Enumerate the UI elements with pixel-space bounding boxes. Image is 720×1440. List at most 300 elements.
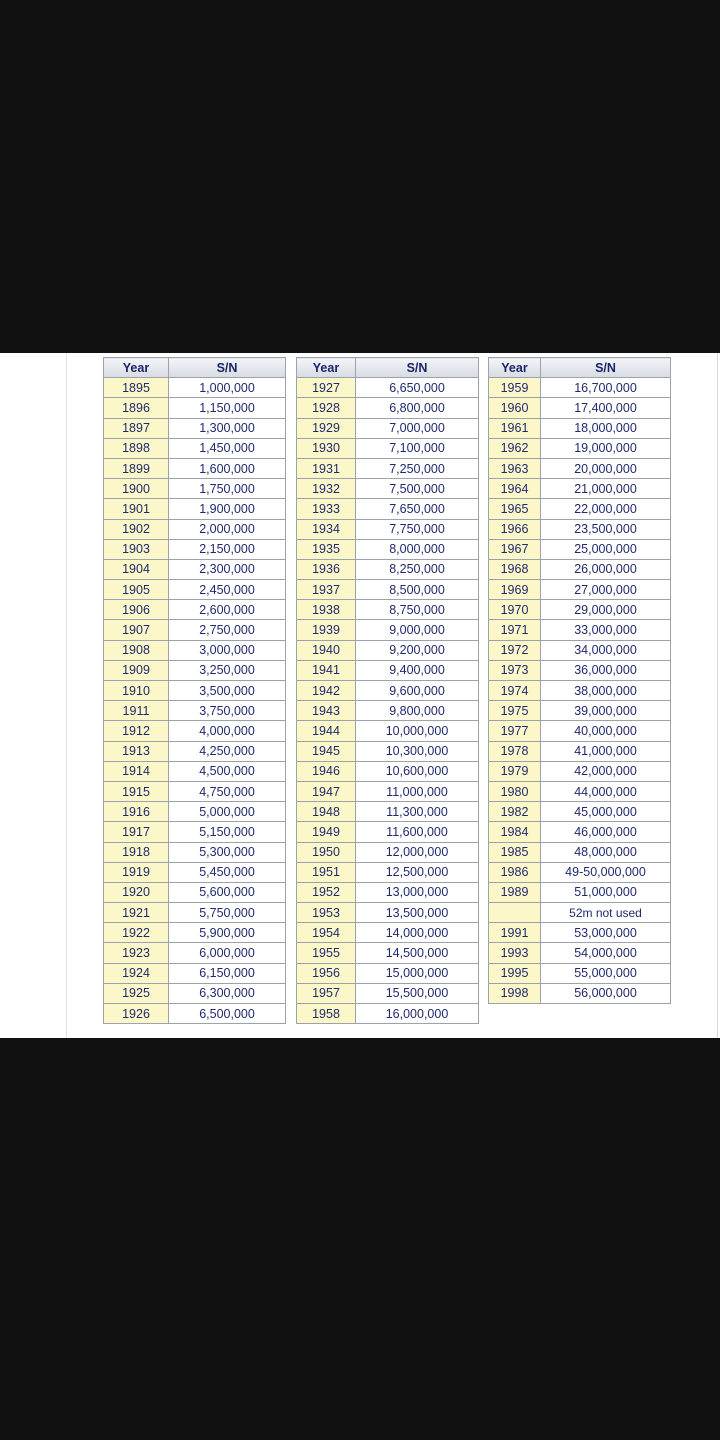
- table-row: [297, 781, 479, 801]
- year-cell: 1936: [297, 559, 356, 579]
- year-cell: 1964: [489, 479, 541, 499]
- table-row: [297, 761, 479, 781]
- table-row: [104, 681, 286, 701]
- table-row: [489, 923, 671, 943]
- year-cell: 1899: [104, 458, 169, 478]
- serial-number-cell: 4,000,000: [169, 721, 286, 741]
- serial-number-cell: 3,000,000: [169, 640, 286, 660]
- year-cell: 1947: [297, 781, 356, 801]
- serial-number-cell: 6,650,000: [356, 378, 479, 398]
- serial-number-cell: 22,000,000: [541, 499, 671, 519]
- serial-number-cell: 27,000,000: [541, 580, 671, 600]
- table-row: [489, 721, 671, 741]
- table-row: [489, 701, 671, 721]
- year-cell: 1963: [489, 458, 541, 478]
- table-row: [104, 1004, 286, 1024]
- year-cell: 1967: [489, 539, 541, 559]
- table-row: [489, 580, 671, 600]
- year-cell: 1929: [297, 418, 356, 438]
- serial-number-cell: 11,000,000: [356, 781, 479, 801]
- table-row: [297, 701, 479, 721]
- table-row: [489, 559, 671, 579]
- table-row: [104, 458, 286, 478]
- table-row: [104, 761, 286, 781]
- year-cell: 1940: [297, 640, 356, 660]
- table-row: [489, 499, 671, 519]
- serial-number-cell: 1,000,000: [169, 378, 286, 398]
- table-row: [489, 822, 671, 842]
- year-cell: 1921: [104, 903, 169, 923]
- table-row: [489, 539, 671, 559]
- header-row: [297, 358, 479, 378]
- table-row: [297, 983, 479, 1003]
- table-row: [489, 660, 671, 680]
- table-row: [297, 681, 479, 701]
- year-cell: 1971: [489, 620, 541, 640]
- table-row: [297, 580, 479, 600]
- table-row: [297, 519, 479, 539]
- serial-number-cell: 2,150,000: [169, 539, 286, 559]
- year-cell: 1955: [297, 943, 356, 963]
- year-cell: 1900: [104, 479, 169, 499]
- year-cell: 1959: [489, 378, 541, 398]
- year-header: Year: [104, 358, 169, 378]
- table-row: [297, 620, 479, 640]
- serial-number-cell: 25,000,000: [541, 539, 671, 559]
- year-cell: 1925: [104, 983, 169, 1003]
- serial-number-cell: 15,500,000: [356, 983, 479, 1003]
- table-row: [104, 983, 286, 1003]
- year-cell: 1965: [489, 499, 541, 519]
- table-row: [104, 862, 286, 882]
- serial-number-cell: 19,000,000: [541, 438, 671, 458]
- table-row: [104, 580, 286, 600]
- serial-number-cell: 26,000,000: [541, 559, 671, 579]
- serial-number-cell: 5,000,000: [169, 802, 286, 822]
- table-row: [489, 620, 671, 640]
- year-cell: 1912: [104, 721, 169, 741]
- year-cell: 1962: [489, 438, 541, 458]
- year-cell: 1982: [489, 802, 541, 822]
- year-cell: 1911: [104, 701, 169, 721]
- serial-number-cell: 46,000,000: [541, 822, 671, 842]
- year-cell: 1895: [104, 378, 169, 398]
- sn-header: S/N: [541, 358, 671, 378]
- serial-number-cell: 12,500,000: [356, 862, 479, 882]
- sn-header: S/N: [169, 358, 286, 378]
- table-row: [297, 398, 479, 418]
- year-cell: 1977: [489, 721, 541, 741]
- year-cell: 1904: [104, 559, 169, 579]
- serial-number-cell: 41,000,000: [541, 741, 671, 761]
- bottom-letterbox: [0, 1038, 720, 1440]
- year-cell: 1957: [297, 983, 356, 1003]
- serial-number-cell: 9,000,000: [356, 620, 479, 640]
- table-row: [489, 983, 671, 1003]
- serial-table-3: [488, 357, 671, 1004]
- year-cell: 1984: [489, 822, 541, 842]
- serial-number-cell: 3,250,000: [169, 660, 286, 680]
- serial-number-cell: 7,750,000: [356, 519, 479, 539]
- table-row: [297, 963, 479, 983]
- serial-number-cell: 38,000,000: [541, 681, 671, 701]
- table-row: [297, 721, 479, 741]
- year-cell: 1985: [489, 842, 541, 862]
- serial-number-cell: 9,800,000: [356, 701, 479, 721]
- table-row: [489, 479, 671, 499]
- serial-number-cell: 34,000,000: [541, 640, 671, 660]
- serial-number-cell: 5,900,000: [169, 923, 286, 943]
- year-cell: 1920: [104, 882, 169, 902]
- year-cell: 1966: [489, 519, 541, 539]
- serial-number-cell: 13,000,000: [356, 882, 479, 902]
- year-cell: 1952: [297, 882, 356, 902]
- table-row: [489, 781, 671, 801]
- serial-number-cell: 9,200,000: [356, 640, 479, 660]
- serial-number-cell: 2,300,000: [169, 559, 286, 579]
- year-cell: 1998: [489, 983, 541, 1003]
- year-cell: 1980: [489, 781, 541, 801]
- year-cell: 1933: [297, 499, 356, 519]
- serial-number-cell: 6,500,000: [169, 1004, 286, 1024]
- document-page: [0, 353, 720, 1038]
- serial-table-2: [296, 357, 479, 1024]
- serial-number-cell: 17,400,000: [541, 398, 671, 418]
- serial-number-cell: 6,300,000: [169, 983, 286, 1003]
- table-row: [297, 640, 479, 660]
- year-cell: 1906: [104, 600, 169, 620]
- year-cell: 1944: [297, 721, 356, 741]
- serial-number-cell: 5,750,000: [169, 903, 286, 923]
- table-row: [489, 681, 671, 701]
- table-row: [297, 943, 479, 963]
- year-cell: 1902: [104, 519, 169, 539]
- serial-number-cell: 10,300,000: [356, 741, 479, 761]
- year-cell: 1995: [489, 963, 541, 983]
- serial-number-cell: 4,250,000: [169, 741, 286, 761]
- serial-number-cell: 8,750,000: [356, 600, 479, 620]
- table-row: [489, 741, 671, 761]
- serial-number-cell: 6,000,000: [169, 943, 286, 963]
- serial-number-cell: 7,100,000: [356, 438, 479, 458]
- table-row: [104, 418, 286, 438]
- year-cell: 1919: [104, 862, 169, 882]
- table-row: [297, 822, 479, 842]
- serial-number-cell: 8,000,000: [356, 539, 479, 559]
- serial-number-cell: 11,600,000: [356, 822, 479, 842]
- serial-number-cell: 45,000,000: [541, 802, 671, 822]
- serial-number-cell: 49-50,000,000: [541, 862, 671, 882]
- table-row: [104, 882, 286, 902]
- year-cell: 1926: [104, 1004, 169, 1024]
- table-row: [104, 398, 286, 418]
- table-row: [297, 418, 479, 438]
- serial-number-cell: 5,450,000: [169, 862, 286, 882]
- header-row: [489, 358, 671, 378]
- year-cell: 1930: [297, 438, 356, 458]
- year-cell: 1970: [489, 600, 541, 620]
- table-row: [104, 943, 286, 963]
- table-row: [489, 903, 671, 923]
- year-cell: 1934: [297, 519, 356, 539]
- serial-number-cell: 6,800,000: [356, 398, 479, 418]
- serial-number-cell: 29,000,000: [541, 600, 671, 620]
- table-row: [104, 842, 286, 862]
- table-row: [489, 418, 671, 438]
- year-cell: 1978: [489, 741, 541, 761]
- serial-number-cell: 10,000,000: [356, 721, 479, 741]
- serial-number-cell: 14,500,000: [356, 943, 479, 963]
- table-row: [297, 458, 479, 478]
- table-row: [489, 600, 671, 620]
- serial-number-cell: 11,300,000: [356, 802, 479, 822]
- serial-number-cell: 23,500,000: [541, 519, 671, 539]
- serial-number-cell: 1,600,000: [169, 458, 286, 478]
- serial-number-cell: 13,500,000: [356, 903, 479, 923]
- table-row: [104, 640, 286, 660]
- serial-number-cell: 7,650,000: [356, 499, 479, 519]
- year-cell: 1975: [489, 701, 541, 721]
- year-cell: 1948: [297, 802, 356, 822]
- serial-number-cell: 1,150,000: [169, 398, 286, 418]
- year-cell: 1915: [104, 781, 169, 801]
- table-row: [104, 903, 286, 923]
- table-row: [489, 842, 671, 862]
- serial-number-cell: 2,000,000: [169, 519, 286, 539]
- year-cell: 1924: [104, 963, 169, 983]
- serial-number-cell: 14,000,000: [356, 923, 479, 943]
- year-cell: 1913: [104, 741, 169, 761]
- table-row: [489, 519, 671, 539]
- table-row: [104, 479, 286, 499]
- serial-number-cell: 44,000,000: [541, 781, 671, 801]
- year-cell: 1898: [104, 438, 169, 458]
- year-cell: 1993: [489, 943, 541, 963]
- serial-number-cell: 2,600,000: [169, 600, 286, 620]
- table-row: [297, 903, 479, 923]
- year-cell: 1931: [297, 458, 356, 478]
- year-cell: 1910: [104, 681, 169, 701]
- year-cell: 1927: [297, 378, 356, 398]
- table-row: [489, 761, 671, 781]
- serial-number-cell: 12,000,000: [356, 842, 479, 862]
- year-cell: 1989: [489, 882, 541, 902]
- year-cell: 1960: [489, 398, 541, 418]
- serial-number-cell: 7,500,000: [356, 479, 479, 499]
- year-cell: 1946: [297, 761, 356, 781]
- table-row: [297, 882, 479, 902]
- table-row: [104, 660, 286, 680]
- table-row: [104, 781, 286, 801]
- year-cell: 1973: [489, 660, 541, 680]
- table-row: [104, 923, 286, 943]
- year-cell: 1951: [297, 862, 356, 882]
- table-row: [104, 438, 286, 458]
- serial-number-cell: 48,000,000: [541, 842, 671, 862]
- table-row: [489, 802, 671, 822]
- table-row: [489, 458, 671, 478]
- year-cell: 1956: [297, 963, 356, 983]
- serial-number-cell: 1,300,000: [169, 418, 286, 438]
- year-cell: 1907: [104, 620, 169, 640]
- year-cell: 1901: [104, 499, 169, 519]
- year-cell: 1968: [489, 559, 541, 579]
- serial-table-1: [103, 357, 286, 1024]
- serial-number-cell: 2,450,000: [169, 580, 286, 600]
- serial-number-cell: 3,500,000: [169, 681, 286, 701]
- right-edge-line: [717, 353, 718, 1038]
- table-row: [489, 862, 671, 882]
- serial-number-cell: 8,250,000: [356, 559, 479, 579]
- table-row: [104, 963, 286, 983]
- year-cell: 1941: [297, 660, 356, 680]
- serial-number-cell: 40,000,000: [541, 721, 671, 741]
- table-row: [297, 1004, 479, 1024]
- year-cell: 1909: [104, 660, 169, 680]
- serial-number-cell: 20,000,000: [541, 458, 671, 478]
- year-cell: 1972: [489, 640, 541, 660]
- serial-number-cell: 51,000,000: [541, 882, 671, 902]
- year-cell: 1916: [104, 802, 169, 822]
- year-cell: 1986: [489, 862, 541, 882]
- table-row: [489, 882, 671, 902]
- serial-number-cell: 9,600,000: [356, 681, 479, 701]
- table-row: [489, 640, 671, 660]
- serial-number-cell: 42,000,000: [541, 761, 671, 781]
- year-cell: 1923: [104, 943, 169, 963]
- table-row: [297, 802, 479, 822]
- year-cell: 1908: [104, 640, 169, 660]
- year-cell: 1896: [104, 398, 169, 418]
- year-cell: 1979: [489, 761, 541, 781]
- table-row: [297, 438, 479, 458]
- table-row: [297, 378, 479, 398]
- year-cell: 1914: [104, 761, 169, 781]
- table-row: [489, 378, 671, 398]
- year-cell: 1969: [489, 580, 541, 600]
- serial-number-cell: 33,000,000: [541, 620, 671, 640]
- year-cell: 1950: [297, 842, 356, 862]
- header-row: [104, 358, 286, 378]
- serial-number-cell: 55,000,000: [541, 963, 671, 983]
- table-row: [104, 802, 286, 822]
- serial-number-cell: 53,000,000: [541, 923, 671, 943]
- year-cell: 1949: [297, 822, 356, 842]
- year-cell: 1954: [297, 923, 356, 943]
- year-cell: 1974: [489, 681, 541, 701]
- table-row: [297, 741, 479, 761]
- serial-number-cell: 4,500,000: [169, 761, 286, 781]
- table-row: [297, 842, 479, 862]
- table-row: [104, 822, 286, 842]
- year-cell: 1943: [297, 701, 356, 721]
- serial-number-cell: 56,000,000: [541, 983, 671, 1003]
- year-cell: 1905: [104, 580, 169, 600]
- year-cell: 1991: [489, 923, 541, 943]
- table-row: [104, 701, 286, 721]
- serial-number-cell: 4,750,000: [169, 781, 286, 801]
- serial-number-cell: 8,500,000: [356, 580, 479, 600]
- table-row: [104, 741, 286, 761]
- serial-number-cell: 10,600,000: [356, 761, 479, 781]
- year-cell: 1945: [297, 741, 356, 761]
- year-cell: 1938: [297, 600, 356, 620]
- serial-number-cell: 5,600,000: [169, 882, 286, 902]
- serial-number-cell: 15,000,000: [356, 963, 479, 983]
- table-row: [297, 499, 479, 519]
- left-margin-line: [66, 353, 67, 1038]
- table-row: [104, 519, 286, 539]
- serial-number-cell: 7,000,000: [356, 418, 479, 438]
- year-cell: 1922: [104, 923, 169, 943]
- year-cell: 1961: [489, 418, 541, 438]
- table-row: [104, 721, 286, 741]
- table-row: [104, 378, 286, 398]
- serial-number-cell: 16,700,000: [541, 378, 671, 398]
- table-row: [104, 559, 286, 579]
- serial-number-cell: 21,000,000: [541, 479, 671, 499]
- serial-number-cell: 36,000,000: [541, 660, 671, 680]
- serial-number-cell: 39,000,000: [541, 701, 671, 721]
- table-row: [297, 923, 479, 943]
- year-cell: 1918: [104, 842, 169, 862]
- table-row: [489, 398, 671, 418]
- table-row: [297, 600, 479, 620]
- top-letterbox: [0, 0, 720, 353]
- table-row: [297, 539, 479, 559]
- year-cell: 1942: [297, 681, 356, 701]
- serial-number-cell: 3,750,000: [169, 701, 286, 721]
- serial-number-cell: 5,300,000: [169, 842, 286, 862]
- table-row: [297, 479, 479, 499]
- year-cell: 1953: [297, 903, 356, 923]
- serial-number-cell: 18,000,000: [541, 418, 671, 438]
- year-cell: 1937: [297, 580, 356, 600]
- table-row: [489, 943, 671, 963]
- serial-number-cell: 16,000,000: [356, 1004, 479, 1024]
- serial-number-cell: 52m not used: [541, 903, 671, 923]
- year-cell: 1958: [297, 1004, 356, 1024]
- sn-header: S/N: [356, 358, 479, 378]
- year-cell: 1935: [297, 539, 356, 559]
- table-row: [104, 539, 286, 559]
- table-row: [489, 963, 671, 983]
- table-row: [297, 862, 479, 882]
- serial-number-cell: 1,450,000: [169, 438, 286, 458]
- table-row: [297, 559, 479, 579]
- serial-number-cell: 7,250,000: [356, 458, 479, 478]
- serial-number-cell: 1,900,000: [169, 499, 286, 519]
- year-cell: [489, 903, 541, 923]
- year-header: Year: [489, 358, 541, 378]
- year-cell: 1917: [104, 822, 169, 842]
- serial-number-cell: 9,400,000: [356, 660, 479, 680]
- table-row: [104, 620, 286, 640]
- serial-number-cell: 2,750,000: [169, 620, 286, 640]
- table-row: [104, 499, 286, 519]
- table-row: [297, 660, 479, 680]
- table-row: [104, 600, 286, 620]
- serial-number-cell: 1,750,000: [169, 479, 286, 499]
- year-cell: 1928: [297, 398, 356, 418]
- serial-number-cell: 5,150,000: [169, 822, 286, 842]
- serial-number-cell: 54,000,000: [541, 943, 671, 963]
- year-cell: 1939: [297, 620, 356, 640]
- year-cell: 1932: [297, 479, 356, 499]
- year-header: Year: [297, 358, 356, 378]
- year-cell: 1897: [104, 418, 169, 438]
- year-cell: 1903: [104, 539, 169, 559]
